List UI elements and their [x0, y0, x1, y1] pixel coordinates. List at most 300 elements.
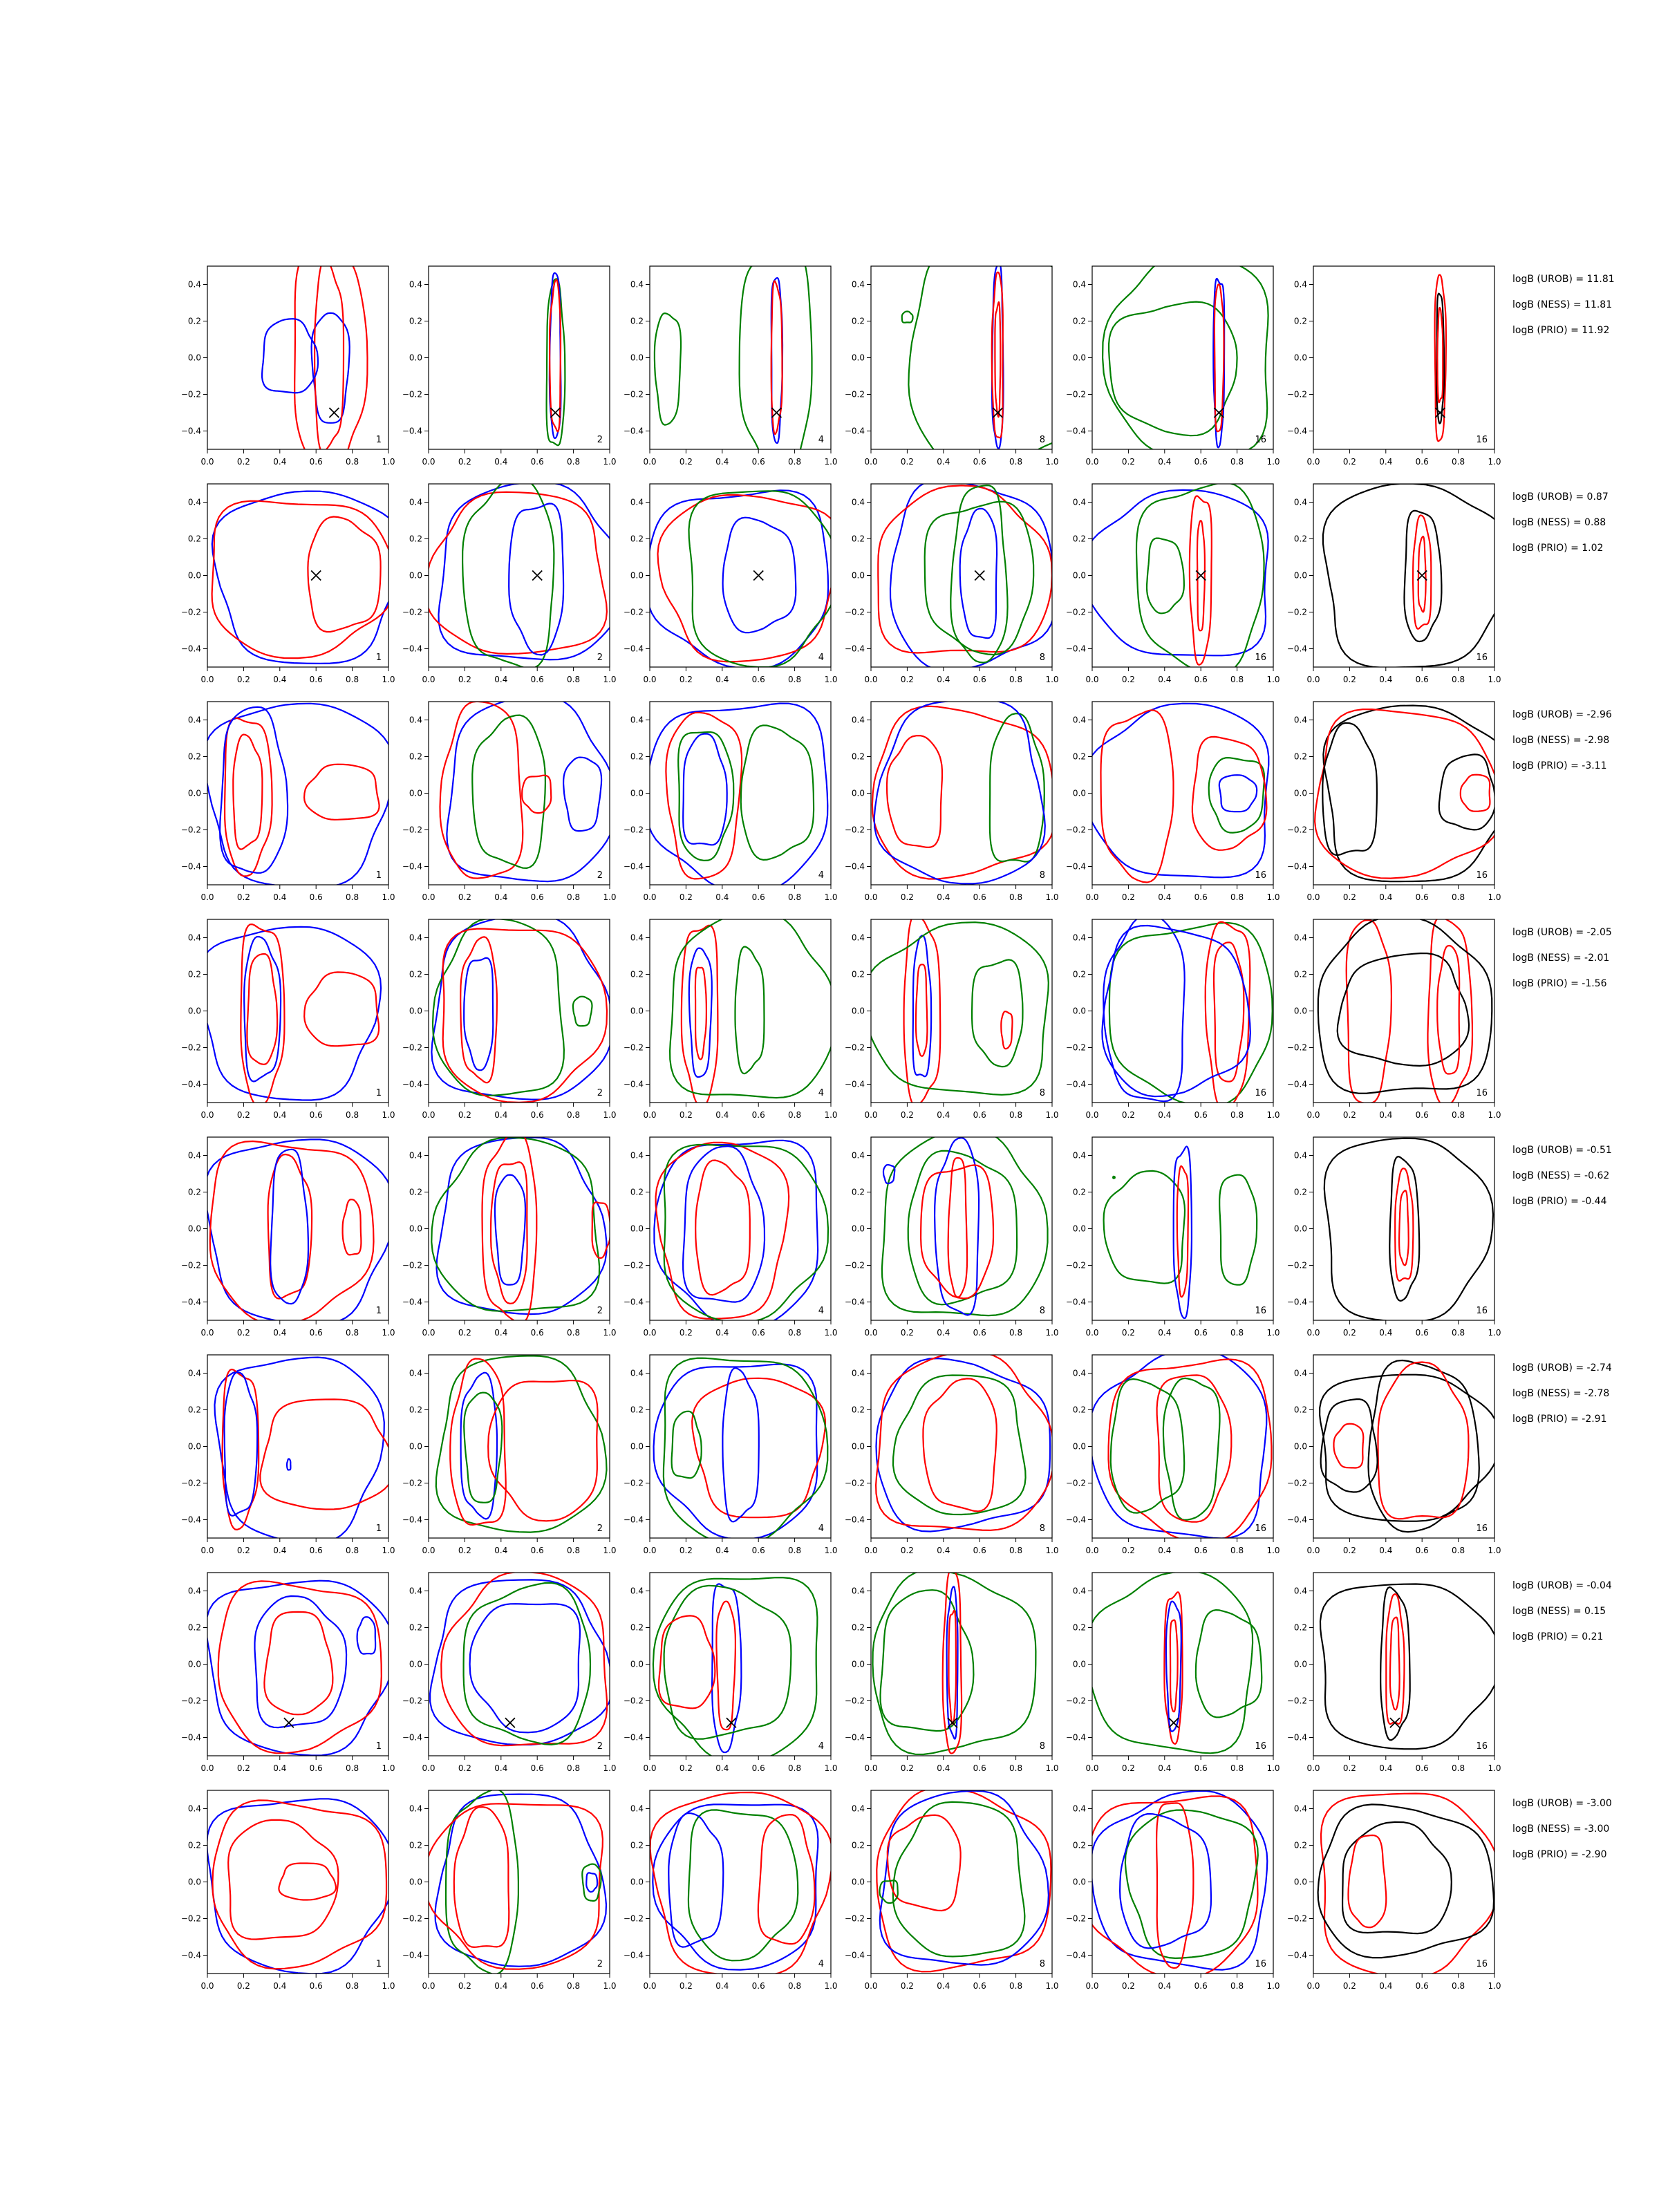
y-tick-label: −0.4: [1065, 1515, 1086, 1525]
bayes-factor-label: logB (NESS) = 0.88: [1512, 517, 1606, 528]
x-tick-label: 1.0: [1488, 1110, 1501, 1120]
contour-line-g: [908, 1151, 1017, 1305]
y-tick-label: 0.0: [409, 1224, 422, 1234]
x-tick-label: 0.8: [346, 1110, 359, 1120]
panel-r6-c2: [402, 1355, 617, 1555]
y-tick-label: −0.4: [844, 1079, 865, 1089]
x-tick-label: 0.0: [1306, 1763, 1320, 1773]
x-tick-label: 0.4: [715, 1110, 729, 1120]
y-tick-label: 0.2: [851, 751, 865, 762]
y-tick-label: 0.2: [1293, 751, 1307, 762]
x-tick-label: 1.0: [1488, 1328, 1501, 1338]
y-tick-label: 0.4: [409, 497, 422, 507]
y-tick-label: 0.0: [1293, 570, 1307, 581]
x-tick-label: 0.2: [900, 1763, 914, 1773]
contour-group: [1324, 1138, 1493, 1322]
panel-corner-label: 2: [597, 435, 603, 445]
x-tick-label: 1.0: [603, 1981, 617, 1991]
contour-line-g: [990, 713, 1044, 861]
x-tick-label: 1.0: [382, 457, 395, 467]
y-tick-label: −0.2: [844, 607, 865, 617]
x-tick-label: 1.0: [1266, 892, 1280, 902]
x-tick-label: 0.2: [900, 892, 914, 902]
contour-line-g: [1219, 1175, 1257, 1285]
y-tick-label: −0.2: [623, 1260, 644, 1271]
bayes-factor-label: logB (PRIO) = 1.02: [1512, 543, 1604, 554]
x-tick-label: 0.6: [309, 892, 323, 902]
y-tick-label: 0.4: [1072, 497, 1086, 507]
panel-corner-label: 1: [375, 1306, 382, 1316]
y-tick-label: −0.2: [844, 825, 865, 835]
panel-corner-label: 2: [597, 1959, 603, 1969]
contour-line-k: [1338, 953, 1469, 1066]
x-tick-label: 0.2: [679, 1546, 693, 1555]
x-tick-label: 1.0: [1045, 457, 1059, 467]
x-tick-label: 0.4: [1379, 675, 1393, 684]
panel-r3-c1: [181, 702, 395, 902]
y-tick-label: 0.4: [1072, 1803, 1086, 1814]
y-tick-label: −0.2: [180, 1478, 201, 1488]
contour-line-b: [646, 490, 828, 668]
contour-group: [1085, 704, 1269, 883]
y-tick-label: −0.4: [623, 1515, 644, 1525]
contour-line-r: [1461, 775, 1490, 812]
x-tick-label: 0.2: [679, 675, 693, 684]
y-tick-label: −0.4: [402, 1297, 422, 1307]
y-tick-label: 0.4: [1072, 1150, 1086, 1161]
y-tick-label: 0.4: [409, 1586, 422, 1596]
x-tick-label: 0.8: [567, 675, 581, 684]
x-tick-label: 0.6: [973, 892, 986, 902]
contour-group: [873, 1570, 1036, 1754]
contour-line-b: [495, 1175, 525, 1285]
y-tick-label: 0.0: [409, 570, 422, 581]
x-tick-label: 0.0: [864, 457, 878, 467]
x-tick-label: 0.2: [458, 675, 471, 684]
contour-group: [654, 1358, 828, 1544]
x-tick-label: 0.0: [200, 892, 214, 902]
x-tick-label: 0.4: [494, 457, 508, 467]
y-tick-label: −0.2: [402, 1913, 422, 1924]
x-tick-label: 0.2: [1342, 1110, 1356, 1120]
x-tick-label: 0.6: [751, 675, 765, 684]
y-tick-label: 0.4: [1072, 1586, 1086, 1596]
contour-line-r: [264, 1612, 332, 1714]
contour-line-g: [864, 922, 1049, 1095]
panel-r8-c4: [845, 1788, 1059, 1991]
contour-group: [646, 490, 839, 668]
x-tick-label: 0.2: [679, 1328, 693, 1338]
y-tick-label: 0.2: [1293, 1187, 1307, 1197]
x-tick-label: 0.8: [1009, 1110, 1023, 1120]
x-tick-label: 0.4: [937, 457, 950, 467]
x-tick-label: 0.0: [864, 1981, 878, 1991]
x-tick-label: 1.0: [382, 892, 395, 902]
x-tick-label: 0.4: [494, 892, 508, 902]
panel-r8-c2: [402, 1790, 617, 1991]
x-tick-label: 0.4: [494, 1110, 508, 1120]
contour-line-g: [1113, 1177, 1115, 1179]
contour-line-b: [470, 1604, 580, 1732]
contour-line-k: [1389, 1156, 1419, 1301]
contour-line-g: [582, 1864, 601, 1901]
y-tick-label: 0.0: [409, 1006, 422, 1016]
x-tick-label: 0.6: [751, 1546, 765, 1555]
bayes-factor-label: logB (PRIO) = -0.44: [1512, 1196, 1607, 1207]
x-tick-label: 0.4: [273, 1110, 287, 1120]
contour-group: [1084, 482, 1268, 674]
y-tick-label: 0.0: [1072, 1224, 1086, 1234]
contour-line-b: [1102, 926, 1250, 1096]
bayes-factor-label: logB (UROB) = 0.87: [1512, 491, 1609, 503]
y-tick-label: −0.2: [1065, 1478, 1086, 1488]
panel-corner-label: 16: [1255, 435, 1266, 445]
y-tick-label: 0.4: [851, 932, 865, 943]
y-tick-label: 0.2: [409, 534, 422, 544]
contour-line-k: [1323, 706, 1511, 882]
y-tick-label: 0.4: [187, 497, 201, 507]
y-tick-label: −0.2: [402, 1696, 422, 1706]
y-tick-label: −0.2: [402, 389, 422, 400]
contour-line-b: [586, 1873, 597, 1891]
y-tick-label: 0.4: [1072, 1368, 1086, 1378]
truth-marker: [1435, 408, 1445, 418]
contour-group: [205, 1139, 394, 1324]
x-tick-label: 0.0: [422, 1981, 435, 1991]
contour-line-b: [461, 1373, 497, 1519]
y-tick-label: −0.4: [180, 1515, 201, 1525]
y-tick-label: 0.2: [1072, 316, 1086, 326]
panel-corner-label: 4: [818, 870, 824, 881]
x-tick-label: 1.0: [1488, 1981, 1501, 1991]
panel-r2-c3: [624, 484, 839, 684]
x-tick-label: 0.8: [1009, 675, 1023, 684]
y-tick-label: 0.2: [1072, 1405, 1086, 1415]
y-tick-label: 0.0: [1072, 570, 1086, 581]
panel-corner-label: 16: [1476, 870, 1488, 881]
x-tick-label: 0.8: [1230, 1110, 1244, 1120]
y-tick-label: −0.4: [1286, 426, 1307, 436]
x-tick-label: 1.0: [824, 1546, 838, 1555]
x-tick-label: 0.8: [1452, 1981, 1465, 1991]
x-tick-label: 0.6: [1415, 1328, 1429, 1338]
contour-line-r: [522, 776, 551, 813]
x-tick-label: 0.4: [494, 1981, 508, 1991]
bayes-factor-label: logB (UROB) = -2.96: [1512, 709, 1612, 720]
panel-corner-label: 16: [1255, 1306, 1266, 1316]
contour-line-g: [1163, 1378, 1220, 1520]
contour-line-r: [218, 1581, 382, 1753]
panel-frame: [871, 919, 1052, 1103]
contour-line-b: [646, 704, 827, 893]
x-tick-label: 0.2: [1342, 1981, 1356, 1991]
bayes-factor-label: logB (NESS) = -2.98: [1512, 735, 1610, 746]
panel-corner-label: 8: [1039, 435, 1045, 445]
x-tick-label: 1.0: [824, 1110, 838, 1120]
contour-group: [215, 1358, 393, 1543]
panel-frame: [871, 266, 1052, 449]
contour-line-g: [464, 1583, 590, 1745]
y-tick-label: 0.4: [851, 1368, 865, 1378]
contour-line-r: [666, 713, 742, 879]
contour-group: [547, 273, 565, 445]
y-tick-label: 0.4: [851, 279, 865, 290]
bayes-factor-annotations: [1512, 274, 1615, 336]
contour-group: [262, 252, 367, 476]
contour-line-r: [308, 517, 380, 632]
x-tick-label: 0.2: [1342, 457, 1356, 467]
y-tick-label: 0.2: [630, 969, 644, 980]
x-tick-label: 1.0: [1266, 1546, 1280, 1555]
contour-group: [876, 1352, 1053, 1531]
y-tick-label: 0.4: [630, 1803, 644, 1814]
y-tick-label: 0.2: [409, 316, 422, 326]
x-tick-label: 0.2: [236, 675, 250, 684]
y-tick-label: −0.4: [844, 1297, 865, 1307]
contour-line-g: [1104, 1171, 1185, 1284]
y-tick-label: 0.4: [409, 1803, 422, 1814]
y-tick-label: 0.4: [187, 932, 201, 943]
x-tick-label: 0.6: [1415, 1981, 1429, 1991]
y-tick-label: 0.4: [1293, 1586, 1307, 1596]
x-tick-label: 1.0: [382, 675, 395, 684]
y-tick-label: 0.4: [630, 932, 644, 943]
contour-group: [1083, 1791, 1267, 1978]
x-tick-label: 1.0: [382, 1981, 395, 1991]
x-tick-label: 1.0: [603, 675, 617, 684]
y-tick-label: −0.4: [1286, 1515, 1307, 1525]
contour-group: [1320, 1584, 1499, 1750]
x-tick-label: 0.8: [788, 457, 802, 467]
x-tick-label: 0.6: [973, 1328, 986, 1338]
y-tick-label: −0.4: [1286, 1079, 1307, 1089]
x-tick-label: 0.0: [864, 1546, 878, 1555]
panel-corner-label: 1: [375, 653, 382, 663]
y-tick-label: −0.4: [402, 1515, 422, 1525]
contour-line-r: [304, 972, 379, 1046]
contour-line-g: [573, 997, 592, 1027]
x-tick-label: 0.4: [1379, 1546, 1393, 1555]
y-tick-label: −0.2: [844, 389, 865, 400]
contour-line-r: [1083, 1797, 1257, 1978]
y-tick-label: 0.0: [851, 353, 865, 363]
contour-line-g: [893, 1376, 1026, 1515]
bayes-factor-label: logB (UROB) = -2.74: [1512, 1362, 1612, 1374]
x-tick-label: 0.2: [1342, 675, 1356, 684]
panel-corner-label: 16: [1255, 653, 1266, 663]
panel-corner-label: 2: [597, 870, 603, 881]
y-tick-label: 0.0: [1293, 1006, 1307, 1016]
panel-r7-c1: [181, 1573, 395, 1773]
contour-line-k: [1322, 723, 1377, 855]
y-tick-label: 0.2: [1072, 534, 1086, 544]
x-tick-label: 0.6: [973, 457, 986, 467]
panel-corner-label: 16: [1255, 1959, 1266, 1969]
x-tick-label: 0.6: [751, 1981, 765, 1991]
x-tick-label: 1.0: [603, 1546, 617, 1555]
bayes-factor-label: logB (NESS) = -2.78: [1512, 1388, 1610, 1399]
y-tick-label: −0.4: [1065, 1079, 1086, 1089]
x-tick-label: 0.2: [1121, 457, 1135, 467]
y-tick-label: −0.2: [1065, 389, 1086, 400]
x-tick-label: 0.6: [1415, 1763, 1429, 1773]
contour-line-g: [735, 947, 765, 1074]
x-tick-label: 0.6: [1415, 1546, 1429, 1555]
bayes-factor-annotations: [1512, 491, 1609, 554]
y-tick-label: −0.4: [623, 426, 644, 436]
panel-r5-c2: [402, 1132, 617, 1338]
x-tick-label: 0.0: [200, 457, 214, 467]
y-tick-label: 0.4: [851, 715, 865, 725]
bayes-factor-label: logB (PRIO) = 0.21: [1512, 1631, 1604, 1642]
x-tick-label: 0.0: [1085, 1546, 1099, 1555]
bayes-factor-label: logB (UROB) = 11.81: [1512, 274, 1615, 285]
y-tick-label: 0.2: [851, 1187, 865, 1197]
x-tick-label: 1.0: [603, 1110, 617, 1120]
x-tick-label: 0.6: [973, 1546, 986, 1555]
panel-frame: [650, 1790, 831, 1974]
panel-r2-c5: [1066, 482, 1280, 684]
contour-line-b: [1084, 490, 1268, 655]
y-tick-label: −0.4: [1286, 1732, 1307, 1743]
panel-frame: [1092, 1355, 1273, 1538]
panel-corner-label: 16: [1476, 1306, 1488, 1316]
y-tick-label: 0.2: [851, 534, 865, 544]
x-tick-label: 0.6: [973, 1981, 986, 1991]
x-tick-label: 0.4: [715, 1763, 729, 1773]
x-tick-label: 0.0: [643, 1328, 657, 1338]
x-tick-label: 0.6: [751, 1328, 765, 1338]
y-tick-label: 0.0: [1072, 1659, 1086, 1669]
y-tick-label: −0.2: [844, 1260, 865, 1271]
x-tick-label: 1.0: [824, 1981, 838, 1991]
panel-r2-c4: [845, 480, 1059, 684]
contour-line-r: [1170, 1620, 1178, 1712]
y-tick-label: −0.2: [1065, 1913, 1086, 1924]
y-tick-label: 0.4: [409, 1150, 422, 1161]
panel-r5-c5: [1066, 1137, 1280, 1338]
contour-group: [872, 700, 1055, 884]
panel-frame: [429, 266, 610, 449]
x-tick-label: 1.0: [1488, 1546, 1501, 1555]
y-tick-label: −0.2: [844, 1042, 865, 1053]
y-tick-label: 0.4: [187, 1586, 201, 1596]
y-tick-label: −0.4: [844, 426, 865, 436]
x-tick-label: 0.6: [309, 457, 323, 467]
x-tick-label: 0.8: [788, 1110, 802, 1120]
y-tick-label: 0.0: [187, 1659, 201, 1669]
y-tick-label: 0.0: [409, 1441, 422, 1452]
x-tick-label: 0.0: [864, 1763, 878, 1773]
panel-r8-c3: [624, 1790, 838, 1991]
y-tick-label: 0.2: [1293, 534, 1307, 544]
x-tick-label: 0.4: [1158, 1981, 1172, 1991]
contour-line-b: [509, 504, 563, 655]
y-tick-label: 0.4: [630, 497, 644, 507]
x-tick-label: 1.0: [1045, 1763, 1059, 1773]
contour-group: [1315, 706, 1512, 882]
x-tick-label: 0.4: [937, 892, 950, 902]
truth-marker: [753, 571, 763, 581]
y-tick-label: 0.4: [187, 279, 201, 290]
y-tick-label: −0.2: [180, 389, 201, 400]
panel-corner-label: 4: [818, 1088, 824, 1098]
x-tick-label: 0.8: [567, 1328, 581, 1338]
contour-line-g: [1136, 482, 1264, 674]
x-tick-label: 1.0: [1488, 675, 1501, 684]
y-tick-label: −0.4: [1065, 1732, 1086, 1743]
y-tick-label: −0.4: [1065, 1297, 1086, 1307]
contour-group: [1103, 254, 1268, 456]
x-tick-label: 0.4: [1379, 457, 1393, 467]
y-tick-label: 0.2: [851, 316, 865, 326]
panel-corner-label: 16: [1255, 1088, 1266, 1098]
y-tick-label: −0.2: [623, 825, 644, 835]
x-tick-label: 0.0: [864, 1110, 878, 1120]
panel-r5-c4: [845, 1130, 1059, 1338]
contour-group: [902, 243, 1093, 473]
panel-corner-label: 16: [1255, 1741, 1266, 1752]
y-tick-label: 0.2: [187, 969, 201, 980]
x-tick-label: 0.6: [1194, 1328, 1208, 1338]
panel-r3-c5: [1066, 702, 1280, 902]
x-tick-label: 0.2: [900, 1110, 914, 1120]
y-tick-label: −0.2: [623, 607, 644, 617]
contour-line-g: [1196, 1610, 1262, 1717]
y-tick-label: −0.4: [623, 1079, 644, 1089]
panel-r6-c5: [1066, 1350, 1280, 1555]
x-tick-label: 0.8: [567, 1763, 581, 1773]
panel-frame: [1313, 484, 1494, 667]
y-tick-label: 0.0: [1072, 1877, 1086, 1887]
contour-line-k: [1380, 1587, 1410, 1740]
y-tick-label: −0.4: [844, 861, 865, 872]
x-tick-label: 0.8: [1009, 1328, 1023, 1338]
x-tick-label: 1.0: [1045, 1981, 1059, 1991]
panel-corner-label: 1: [375, 1524, 382, 1534]
bayes-factor-label: logB (NESS) = -2.01: [1512, 953, 1610, 964]
x-tick-label: 0.0: [864, 892, 878, 902]
x-tick-label: 0.2: [1342, 1546, 1356, 1555]
panel-corner-label: 16: [1476, 653, 1488, 663]
contour-line-g: [873, 1570, 1036, 1754]
x-tick-label: 0.4: [1158, 1763, 1172, 1773]
x-tick-label: 0.4: [1158, 1328, 1172, 1338]
x-tick-label: 0.6: [1194, 892, 1208, 902]
x-tick-label: 0.2: [458, 1981, 471, 1991]
x-tick-label: 1.0: [824, 1328, 838, 1338]
y-tick-label: −0.2: [1286, 1260, 1307, 1271]
x-tick-label: 0.4: [273, 892, 287, 902]
y-tick-label: 0.4: [1072, 279, 1086, 290]
panel-frame: [650, 919, 831, 1103]
y-tick-label: 0.0: [851, 1006, 865, 1016]
y-tick-label: 0.2: [187, 316, 201, 326]
contour-group: [1102, 915, 1272, 1109]
contour-line-r: [233, 735, 262, 850]
y-tick-label: 0.4: [1293, 932, 1307, 943]
x-tick-label: 0.8: [1452, 1110, 1465, 1120]
y-tick-label: −0.2: [180, 1696, 201, 1706]
x-tick-label: 0.6: [1415, 675, 1429, 684]
contour-line-r: [887, 735, 942, 847]
contour-group: [203, 704, 393, 888]
y-tick-label: 0.4: [851, 1586, 865, 1596]
y-tick-label: −0.4: [1065, 1950, 1086, 1960]
panel-frame: [1313, 266, 1494, 449]
panel-r4-c6: [1287, 917, 1501, 1120]
contour-line-g: [689, 491, 838, 667]
